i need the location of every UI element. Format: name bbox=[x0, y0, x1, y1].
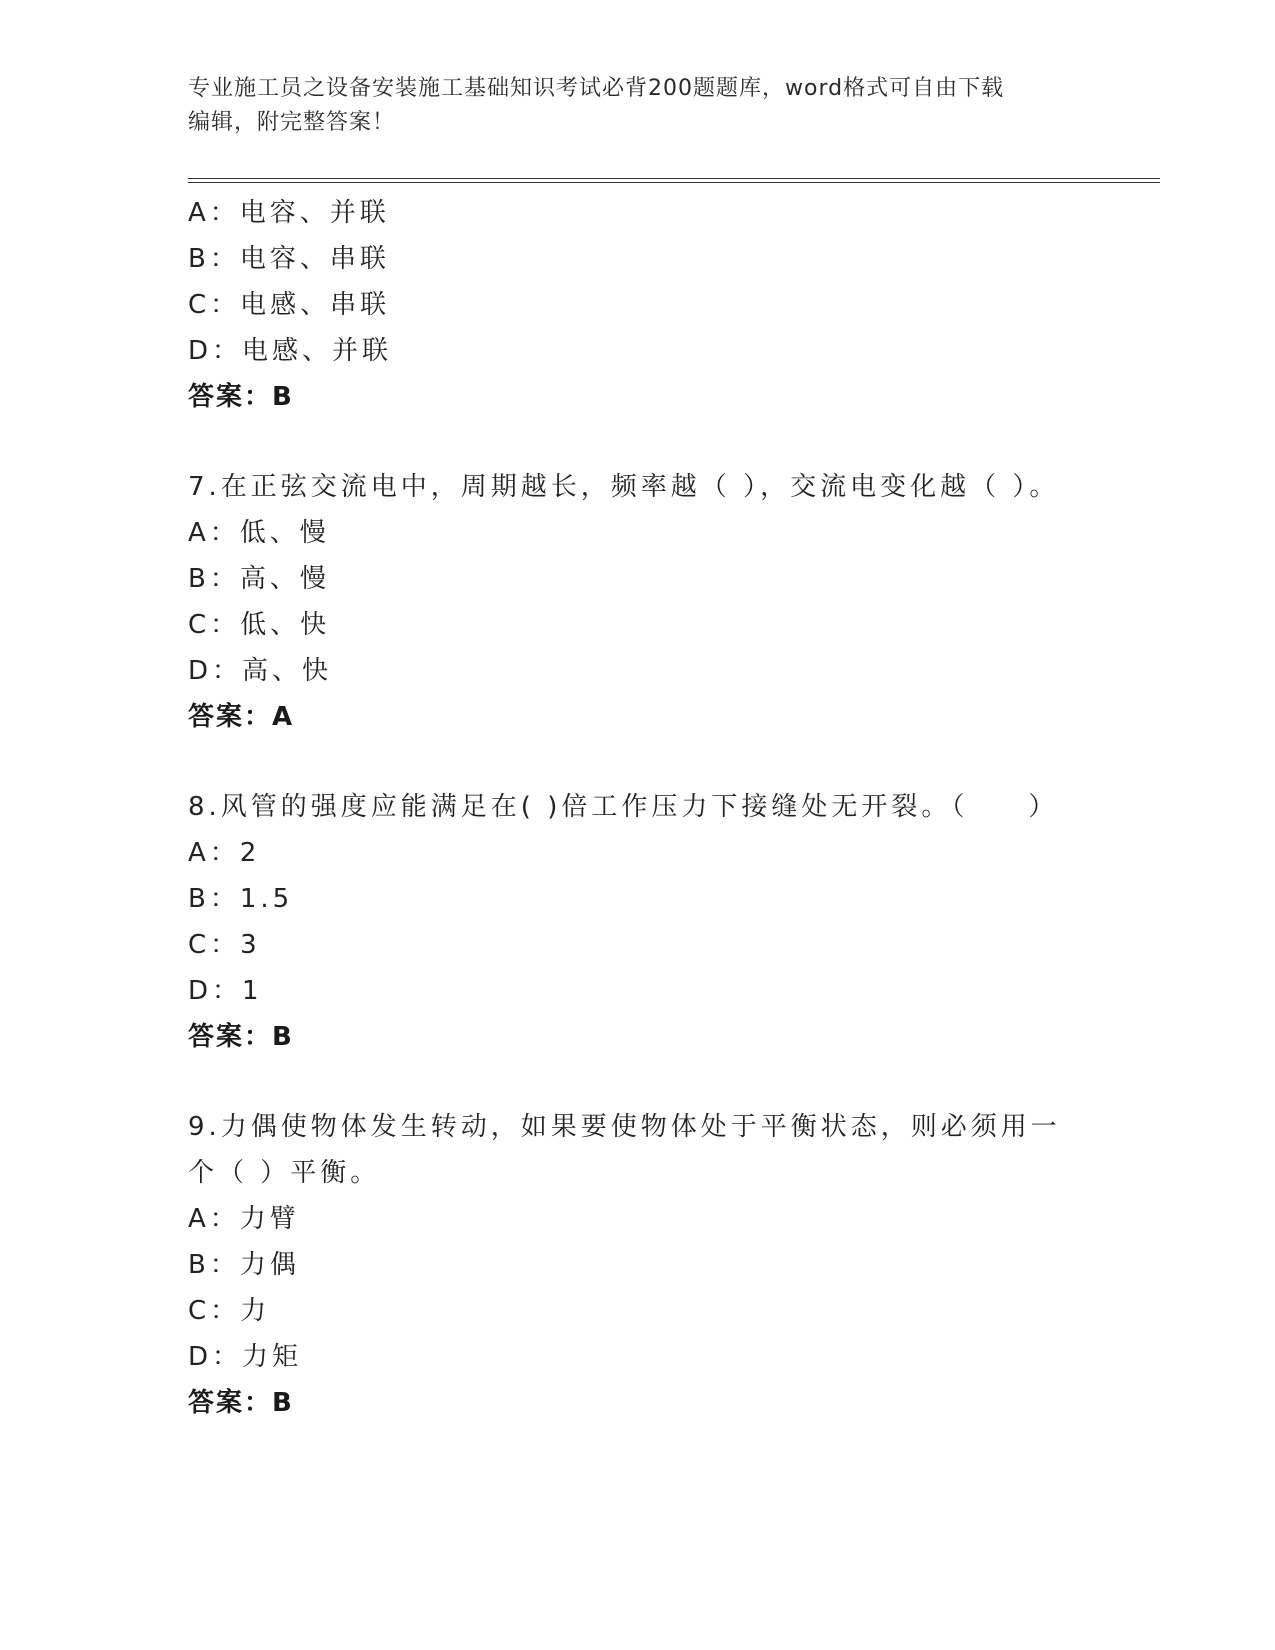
option-c: C：3 bbox=[188, 930, 261, 960]
option-a: A：2 bbox=[188, 838, 261, 868]
option-c: C：力 bbox=[188, 1296, 271, 1326]
option-b: B：1.5 bbox=[188, 884, 294, 914]
question-7 bbox=[188, 464, 1108, 740]
option-d: D：高、快 bbox=[188, 656, 333, 686]
spacer bbox=[188, 1060, 1108, 1104]
option-b: B：高、慢 bbox=[188, 564, 330, 594]
header-title-line-1: 专业施工员之设备安装施工基础知识考试必背200题题库，word格式可自由下载 bbox=[188, 76, 1005, 101]
question-list bbox=[188, 190, 1108, 1426]
answer: 答案：B bbox=[188, 1022, 294, 1052]
option-a: A：低、慢 bbox=[188, 518, 330, 548]
option-d: D：力矩 bbox=[188, 1342, 303, 1372]
question-stem: 9.力偶使物体发生转动，如果要使物体处于平衡状态，则必须用一个（ ）平衡。 bbox=[188, 1112, 1061, 1188]
question-8 bbox=[188, 784, 1108, 1060]
option-a: A：电容、并联 bbox=[188, 198, 390, 228]
option-b: B：力偶 bbox=[188, 1250, 300, 1280]
answer: 答案：B bbox=[188, 382, 294, 412]
option-c: C：电感、串联 bbox=[188, 290, 391, 320]
option-d: D：电感、并联 bbox=[188, 336, 393, 366]
option-d: D：1 bbox=[188, 976, 263, 1006]
option-c: C：低、快 bbox=[188, 610, 331, 640]
question-6 bbox=[188, 190, 1108, 420]
header-divider bbox=[188, 178, 1160, 183]
question-stem: 8.风管的强度应能满足在( )倍工作压力下接缝处无开裂。（ ） bbox=[188, 792, 1059, 822]
page-header bbox=[188, 72, 1088, 140]
option-b: B：电容、串联 bbox=[188, 244, 390, 274]
question-9 bbox=[188, 1104, 1108, 1426]
header-title-line-2: 编辑，附完整答案！ bbox=[188, 110, 396, 135]
option-a: A：力臂 bbox=[188, 1204, 300, 1234]
spacer bbox=[188, 740, 1108, 784]
answer: 答案：B bbox=[188, 1388, 294, 1418]
answer: 答案：A bbox=[188, 702, 295, 732]
spacer bbox=[188, 420, 1108, 464]
question-stem: 7.在正弦交流电中，周期越长，频率越（ ），交流电变化越（ ）。 bbox=[188, 472, 1060, 502]
